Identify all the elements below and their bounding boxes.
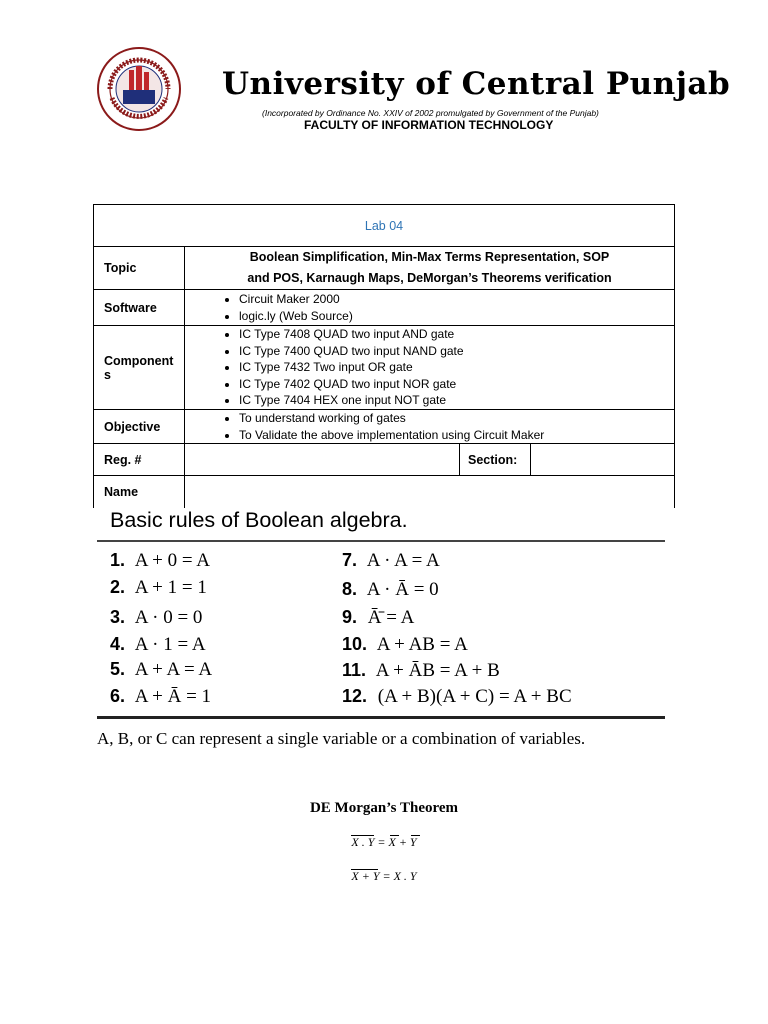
components-label [94,326,185,410]
list-item: • IC Type 7432 Two input OR gate [239,359,664,376]
rule-item [342,660,500,682]
rules-bottom-rule [97,716,665,719]
overbar-x [390,835,399,836]
demorgan-title: DE Morgan’s Theorem [309,800,459,816]
rules-title: Basic rules of Boolean algebra. [110,508,408,532]
rule-item [110,659,212,681]
list-item: • IC Type 7404 HEX one input NOT gate [239,392,664,409]
software-label: Software [94,290,185,326]
rule-number: 12. [342,686,368,706]
overbar-lhs [351,835,374,836]
rule-item [342,607,414,629]
topic-line-1: Boolean Simplification, Min-Max Terms Representation, SOP [249,250,610,264]
reg-field[interactable] [185,444,460,476]
lab-info-table [93,204,675,508]
name-field[interactable] [185,476,675,508]
rule-number: 4. [110,634,126,654]
faculty-name: FACULTY OF INFORMATION TECHNOLOGY [304,118,554,132]
rule-expression: A + 1 = 1 [134,577,207,598]
rule-number: 9. [342,607,358,627]
rules-top-rule [97,540,665,542]
topic-label: Topic [94,247,185,290]
list-item: • To understand working of gates [239,410,664,427]
section-label: Section: [460,444,531,475]
list-item: • IC Type 7402 QUAD two input NOR gate [239,376,664,393]
incorporation-note: (Incorporated by Ordinance No. XXIV of 2002 promulgated by Government of the Punjab) [262,108,599,118]
lab-title: Lab 04 [94,205,675,247]
list-item: • IC Type 7400 QUAD two input NAND gate [239,343,664,360]
objective-row [94,410,675,444]
list-item: • logic.ly (Web Source) [239,308,664,325]
rule-item [110,550,210,572]
demorgan-eq1-text: X . Y = X + Y [351,835,417,849]
university-name: University of Central Punjab [222,66,731,102]
objectives-list [195,410,664,443]
objective-value [185,410,675,444]
software-row [94,290,675,326]
rule-expression: A + AB = A [376,634,468,655]
rule-number: 6. [110,686,126,706]
rule-expression: (A + B)(A + C) = A + BC [377,686,572,707]
demorgan-equation-2 [0,869,768,884]
software-value [185,290,675,326]
rule-number: 2. [110,577,126,597]
rule-number: 1. [110,550,126,570]
rule-item [342,686,572,708]
demorgan-equation-1 [0,835,768,850]
rule-number: 10. [342,634,368,654]
rule-number: 8. [342,579,358,599]
rule-expression: A + ĀB = A + B [375,660,500,681]
rule-expression: A · A = A [366,550,440,571]
software-list [195,291,664,324]
components-label-line-1: Component [104,353,174,368]
rules-note: A, B, or C can represent a single variable or a combination of variables. [97,729,586,748]
rule-expression: A · 1 = A [134,634,206,655]
overbar-y [411,835,420,836]
reg-label: Reg. # [94,444,185,476]
name-row [94,476,675,508]
rule-number: 5. [110,659,126,679]
rule-item [342,579,439,601]
rule-expression: A · Ā = 0 [366,579,439,600]
list-item: • Circuit Maker 2000 [239,291,664,308]
objective-label: Objective [94,410,185,444]
rule-expression: Ā̄ = A [367,607,415,628]
rule-item [110,607,202,629]
rule-number: 7. [342,550,358,570]
section-field[interactable] [531,444,674,475]
components-row [94,326,675,410]
reg-row [94,444,675,476]
components-list [195,326,664,409]
name-label: Name [94,476,185,508]
rule-item [110,686,211,708]
list-item: • IC Type 7408 QUAD two input AND gate [239,326,664,343]
rule-expression: A · 0 = 0 [134,607,203,628]
topic-line-2: and POS, Karnaugh Maps, DeMorgan’s Theorems verification [247,271,612,285]
rule-item [110,634,206,656]
rule-number: 3. [110,607,126,627]
topic-value [185,247,675,290]
list-item: • To Validate the above implementation using Circuit Maker [239,427,664,444]
rule-expression: A + A = A [134,659,213,680]
topic-row [94,247,675,290]
section-cell [460,444,675,476]
components-label-line-2: s [104,367,111,382]
overbar-lhs [351,869,378,870]
rule-expression: A + 0 = A [134,550,210,571]
rule-expression: A + Ā = 1 [134,686,212,707]
rule-number: 11. [342,660,367,680]
lab-title-row [94,205,675,247]
components-value [185,326,675,410]
university-seal-logo [96,46,182,132]
rule-item [342,634,468,656]
rule-item [110,577,207,599]
rule-item [342,550,440,572]
demorgan-eq2-text: X + Y = X . Y [351,869,417,883]
